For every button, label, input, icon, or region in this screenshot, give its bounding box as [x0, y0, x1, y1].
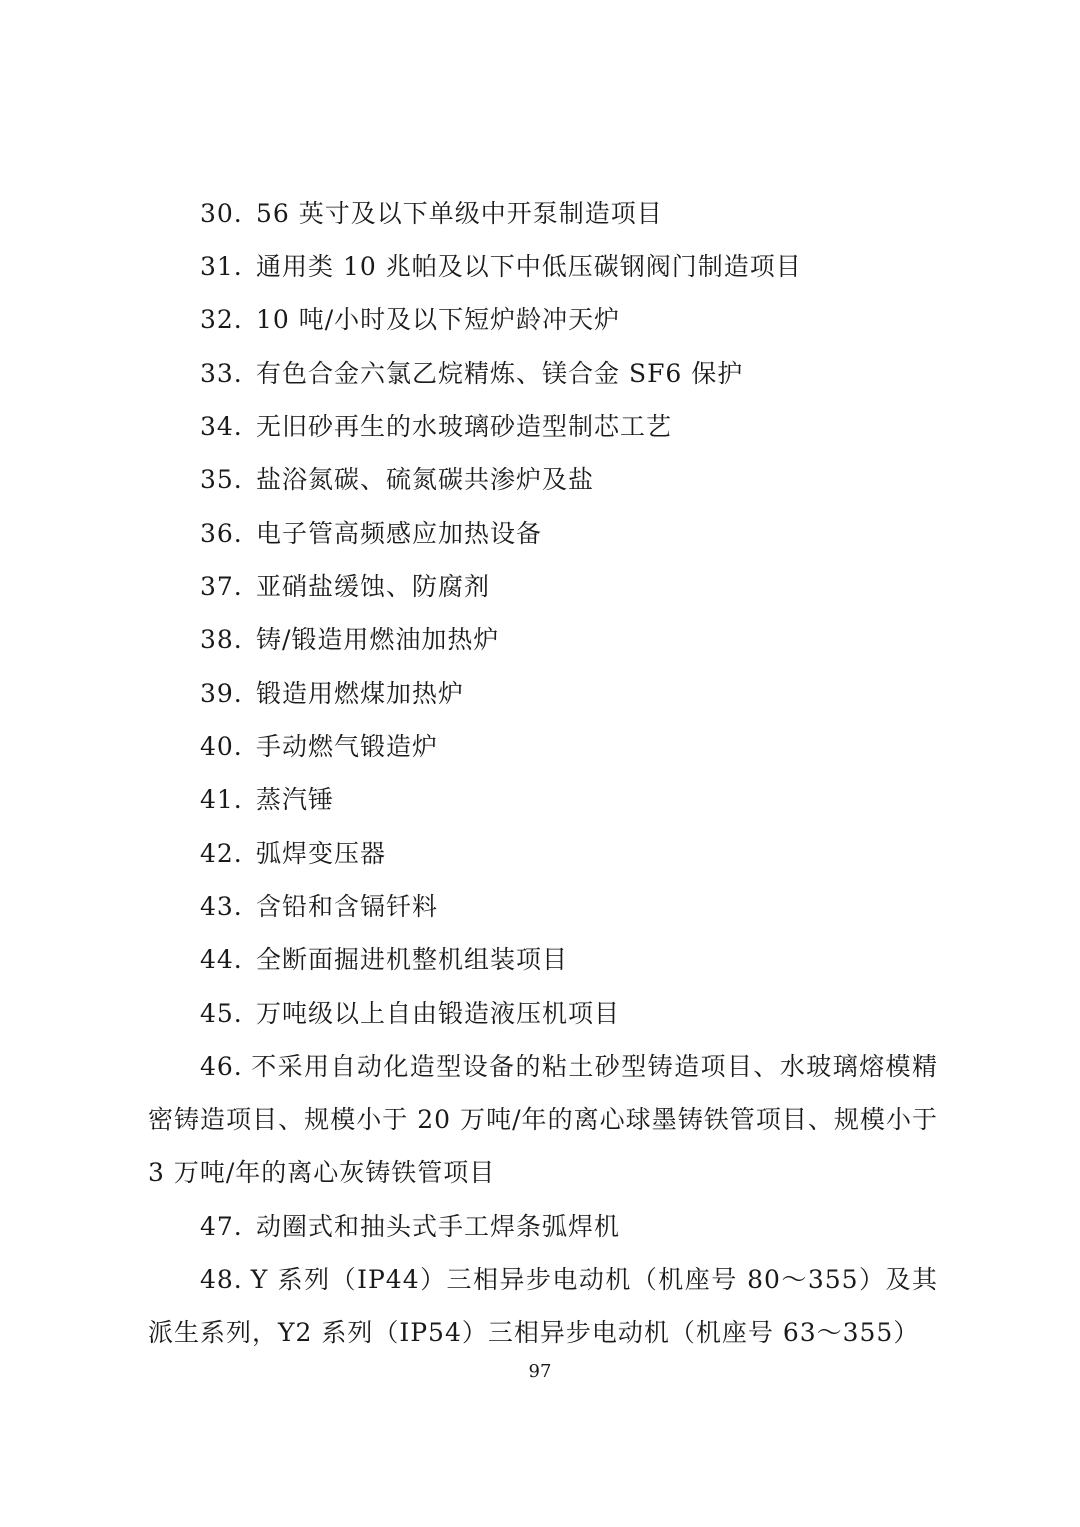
item-number: 36. [200, 519, 243, 548]
item-number: 35. [200, 465, 243, 494]
item-text: 弧焊变压器 [256, 839, 387, 868]
item-text: 蒸汽锤 [256, 785, 335, 814]
item-text: 万吨级以上自由锻造液压机项目 [256, 999, 621, 1028]
item-text: 全断面掘进机整机组装项目 [256, 945, 569, 974]
item-text: 铸/锻造用燃油加热炉 [256, 625, 500, 654]
item-number: 40. [200, 732, 243, 761]
item-number: 47. [200, 1212, 243, 1241]
list-item [200, 187, 940, 240]
item-text: 锻造用燃煤加热炉 [256, 679, 465, 708]
item-number: 48. [200, 1265, 243, 1294]
item-text: 盐浴氮碳、硫氮碳共渗炉及盐 [256, 465, 595, 494]
item-text: 不采用自动化造型设备的粘土砂型铸造项目、水玻璃熔模精密铸造项目、规模小于 20 万吨/年的离心球墨铸铁管项目、规模小于 3 万吨/年的离心灰铸铁管项目 [148, 1052, 938, 1187]
list-item [200, 773, 940, 826]
item-text: 动圈式和抽头式手工焊条弧焊机 [256, 1212, 621, 1241]
item-number: 46. [200, 1052, 243, 1081]
list-item [200, 720, 940, 773]
item-number: 45. [200, 999, 243, 1028]
list-item-multiline [148, 1040, 938, 1199]
item-text: 亚硝盐缓蚀、防腐剂 [256, 572, 491, 601]
item-text: 电子管高频感应加热设备 [256, 519, 543, 548]
item-text: 无旧砂再生的水玻璃砂造型制芯工艺 [256, 412, 673, 441]
list-item [200, 880, 940, 933]
list-item [200, 667, 940, 720]
item-text: 有色合金六氯乙烷精炼、镁合金 SF6 保护 [256, 359, 744, 388]
item-number: 37. [200, 572, 243, 601]
list-item [200, 613, 940, 666]
item-number: 41. [200, 785, 243, 814]
item-text: 56 英寸及以下单级中开泵制造项目 [256, 199, 663, 228]
item-number: 33. [200, 359, 243, 388]
item-number: 39. [200, 679, 243, 708]
item-number: 43. [200, 892, 243, 921]
list-item [200, 400, 940, 453]
list-item [200, 347, 940, 400]
list-item [200, 987, 940, 1040]
item-text: 通用类 10 兆帕及以下中低压碳钢阀门制造项目 [256, 252, 802, 281]
list-item [200, 453, 940, 506]
list-item-multiline [148, 1253, 938, 1359]
item-text: 10 吨/小时及以下短炉龄冲天炉 [256, 305, 621, 334]
list-item [200, 507, 940, 560]
item-number: 38. [200, 625, 243, 654]
list-item [200, 560, 940, 613]
item-number: 44. [200, 945, 243, 974]
item-text: Y 系列（IP44）三相异步电动机（机座号 80～355）及其派生系列，Y2 系列（IP54）三相异步电动机（机座号 63～355） [148, 1265, 938, 1347]
item-text: 含铅和含镉钎料 [256, 892, 439, 921]
list-item [200, 827, 940, 880]
list-item [200, 293, 940, 346]
list-item [200, 240, 940, 293]
item-number: 42. [200, 839, 243, 868]
item-number: 32. [200, 305, 243, 334]
item-number: 34. [200, 412, 243, 441]
item-text: 手动燃气锻造炉 [256, 732, 439, 761]
item-number: 31. [200, 252, 243, 281]
page-number: 97 [528, 1361, 552, 1382]
item-number: 30. [200, 199, 243, 228]
list-item [200, 1200, 940, 1253]
list-item [200, 933, 940, 986]
